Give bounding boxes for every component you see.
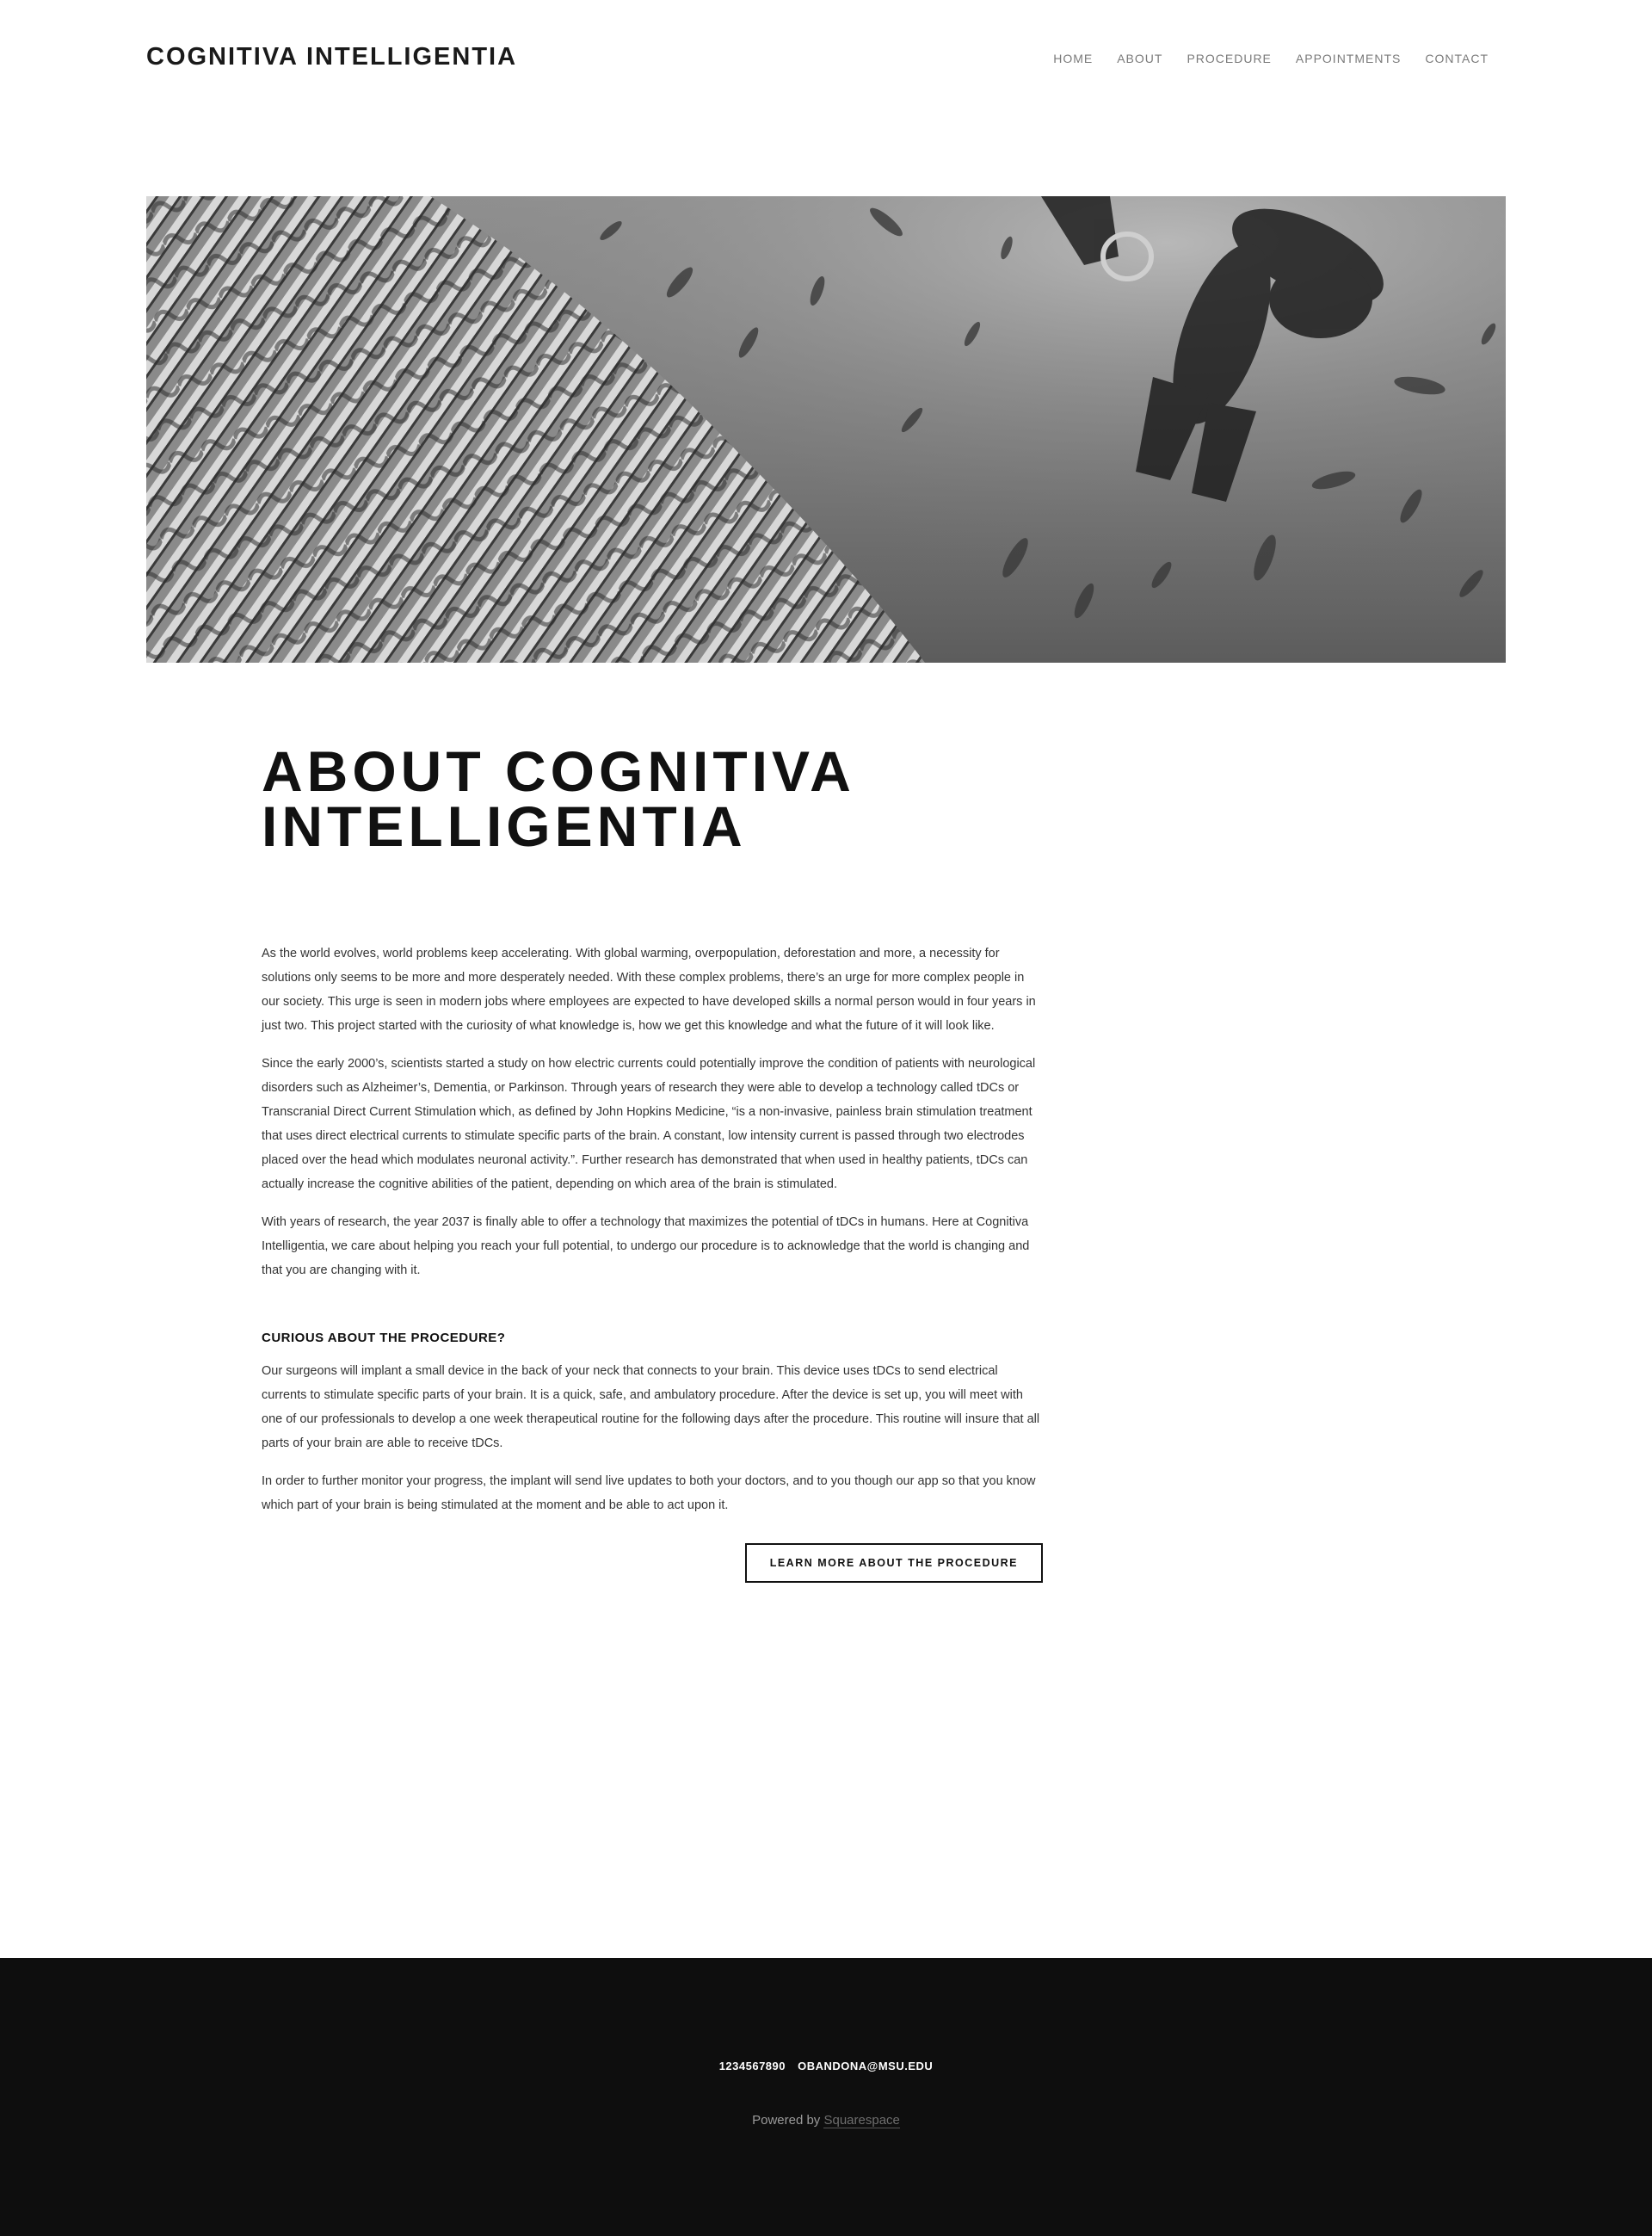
procedure-heading: CURIOUS ABOUT THE PROCEDURE? [262,1331,506,1345]
footer-contact [0,2060,1652,2072]
nav-about[interactable]: ABOUT [1117,52,1163,65]
powered-by [0,2113,1652,2128]
site-footer [0,1958,1652,2236]
about-paragraph: Since the early 2000’s, scientists started a study on how electric currents could potentially improve the condition of patients with neurological disorders such as Alzheimer’s, Dementia, or Parkinson. Through years of research they were able to develop a technology called tDCs or Transcranial Direct Current Stimulation which, as defined by John Hopkins Medicine, “is a non-invasive, painless brain stimulation treatment that uses direct electrical currents to stimulate specific parts of the brain. A constant, low intensity current is passed through two electrodes placed over the head which modulates neuronal activity.”. Further research has demonstrated that when used in healthy patients, tDCs can actually increase the cognitive abilities of the patient, depending on which area of the brain is stimulated. [262,1057,1036,1191]
hero-image [146,196,1506,663]
nav-contact[interactable]: CONTACT [1425,52,1489,65]
main-nav [1053,52,1489,65]
nav-appointments[interactable]: APPOINTMENTS [1295,52,1402,65]
nav-home[interactable]: HOME [1053,52,1094,65]
powered-by-label: Powered by [752,2113,821,2128]
footer-phone[interactable]: 1234567890 [718,2060,786,2072]
learn-more-button[interactable]: LEARN MORE ABOUT THE PROCEDURE [745,1543,1043,1583]
procedure-paragraph: In order to further monitor your progress, the implant will send live updates to both your doctors, and to you though our app so that you know which part of your brain is being stimulated at the moment and be able to act upon it. [262,1474,1036,1512]
about-paragraph: As the world evolves, world problems keep accelerating. With global warming, overpopulation, deforestation and more, a necessity for solutions only seems to be more and more desperately needed. With these complex problems, there’s an urge for more complex people in our society. This urge is seen in modern jobs where employees are expected to have developed skills a normal person would in four years in just two. This project started with the curiosity of what knowledge is, how we get this knowledge and what the future of it will look like. [262,947,1036,1033]
footer-email[interactable]: OBANDONA@MSU.EDU [798,2060,934,2072]
cta-wrapper [262,1543,1043,1583]
site-header [146,41,1506,77]
squarespace-link[interactable]: Squarespace [823,2113,900,2128]
about-text [262,942,1043,1517]
site-title[interactable]: COGNITIVA INTELLIGENTIA [146,43,518,71]
main-content [262,739,1043,1583]
nav-procedure[interactable]: PROCEDURE [1187,52,1272,65]
procedure-paragraph: Our surgeons will implant a small device in the back of your neck that connects to your brain. This device uses tDCs to send electrical currents to stimulate specific parts of your brain. It is a quick, safe, and ambulatory procedure. After the device is set up, you will meet with one of our professionals to develop a one week therapeutical routine for the following days after the procedure. This routine will insure that all parts of your brain are able to receive tDCs. [262,1364,1040,1450]
about-paragraph: With years of research, the year 2037 is finally able to offer a technology that maximizes the potential of tDCs in humans. Here at Cognitiva Intelligentia, we care about helping you reach your full potential, to undergo our procedure is to acknowledge that the world is changing and that you are changing with it. [262,1215,1030,1277]
page-title: ABOUT COGNITIVA INTELLIGENTIA [262,739,854,858]
